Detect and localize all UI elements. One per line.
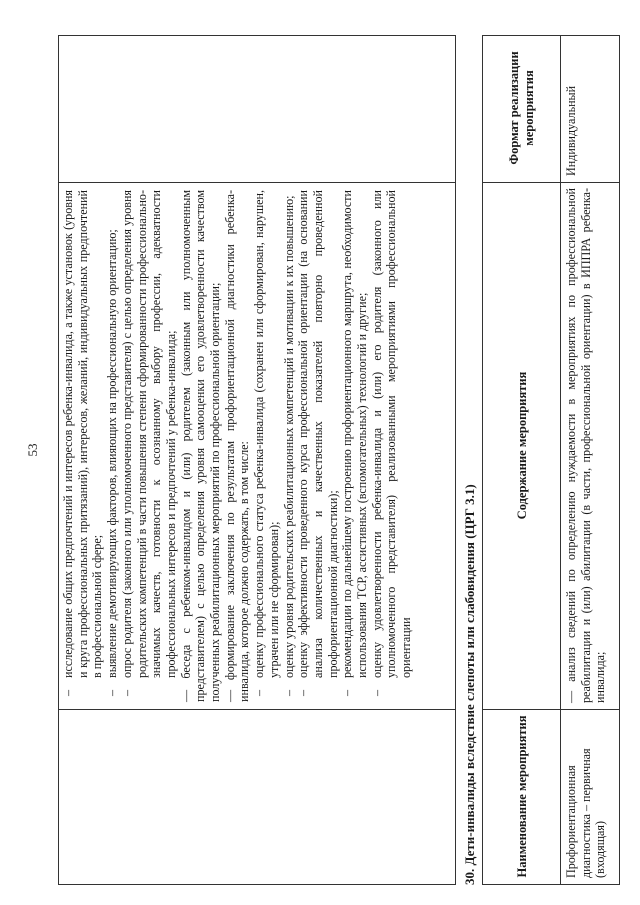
list-item <box>370 190 414 702</box>
continuation-table <box>58 35 456 885</box>
list-item-text: выявление демотивирующих факторов, влияющих на профессиональную ориентацию; <box>105 229 120 678</box>
list-item <box>120 190 179 702</box>
continuation-format-cell <box>59 34 455 182</box>
paragraph: — беседа с ребенком-инвалидом и (или) родителем (законным или уполномоченным представителем) с целью определения уровня самооценки его удовлетворенности качеством полученных реабилитационных мероприятий по профессиональной ориентации; <box>178 190 223 702</box>
list-item-text: оценку профессионального статуса ребенка-инвалида (сохранен или сформирован, нарушен, утрачен или не сформирован); <box>252 190 281 678</box>
list-item <box>340 190 369 702</box>
list-item-text: оценку удовлетворенности ребенка-инвалида и (или) его родителя (законного или уполномоченного представителя) реализованными мероприятиями профессиональной ориентации <box>369 190 414 678</box>
measures-table <box>482 35 620 885</box>
list-item <box>252 190 281 702</box>
continuation-name-cell <box>59 709 455 884</box>
page-number: 53 <box>25 443 40 457</box>
continuation-content-cell <box>59 182 455 709</box>
header-format: Формат реализации мероприятия <box>507 51 536 165</box>
dash-marker: – <box>119 689 134 696</box>
row-name-cell: Профориентационная диагностика – первичная (входящая) <box>564 748 608 878</box>
list-item <box>282 190 297 702</box>
section-title: 30. Дети-инвалиды вследствие слепоты или слабовидения (ЦРГ 3.1) <box>462 484 477 885</box>
list-item-text: оценку эффективности проведенного курса профессиональной ориентации (на основании анализа количественных и качественных показателей повторно проведенной профориентационной диагностики); <box>296 190 340 678</box>
rotated-page <box>20 20 620 885</box>
dash-marker: – <box>61 689 75 696</box>
list-item-text: рекомендации по дальнейшему построению профориентационного маршрута, необходимости использования ТСР, ассистивных (вспомогательных) технологий и другие; <box>340 190 370 678</box>
dash-marker: – <box>340 689 355 696</box>
row-format-cell: Индивидуальный <box>564 85 578 176</box>
list-item-text: исследование общих предпочтений и интересов ребенка-инвалида, а также установок (уровня и круга профессиональных притязаний), интересов, желаний, индивидуальных предпочтений в профессиональной сфере; <box>61 190 105 678</box>
dash-marker: – <box>281 689 296 696</box>
list-item-text: оценку уровня родительских реабилитационных компетенций и мотивации к их повышению; <box>281 195 296 678</box>
list-item <box>61 190 105 702</box>
paragraph: — формирование заключения по результатам профориентационной диагностики ребенка-инвалида, которое должно содержать, в том числе: <box>222 190 252 702</box>
header-name: Наименование мероприятия <box>514 715 529 878</box>
row-content-cell: — анализ сведений по определению нуждаемости в мероприятиях по профессиональной реабилитации и (или) абилитации (в части, профессиональной ориентации) в ИППРА ребенка-инвалида; <box>564 188 608 703</box>
dash-marker: – <box>369 689 384 696</box>
list-item-text: опрос родителя (законного или уполномоченного представителя) с целью определения уровня родительских компетенций в части повышения степени сформированности профессионально-значимых качеств, готовности к осознанному выбору профессии, адекватности профессиональных интересов и предпочтений у ребенка-инвалида; <box>119 190 178 678</box>
dash-marker: – <box>252 689 267 696</box>
dash-marker: – <box>105 689 120 696</box>
list-item <box>105 190 120 702</box>
dash-marker: – <box>296 689 311 696</box>
list-item <box>296 190 340 702</box>
header-content: Содержание мероприятия <box>514 371 529 520</box>
